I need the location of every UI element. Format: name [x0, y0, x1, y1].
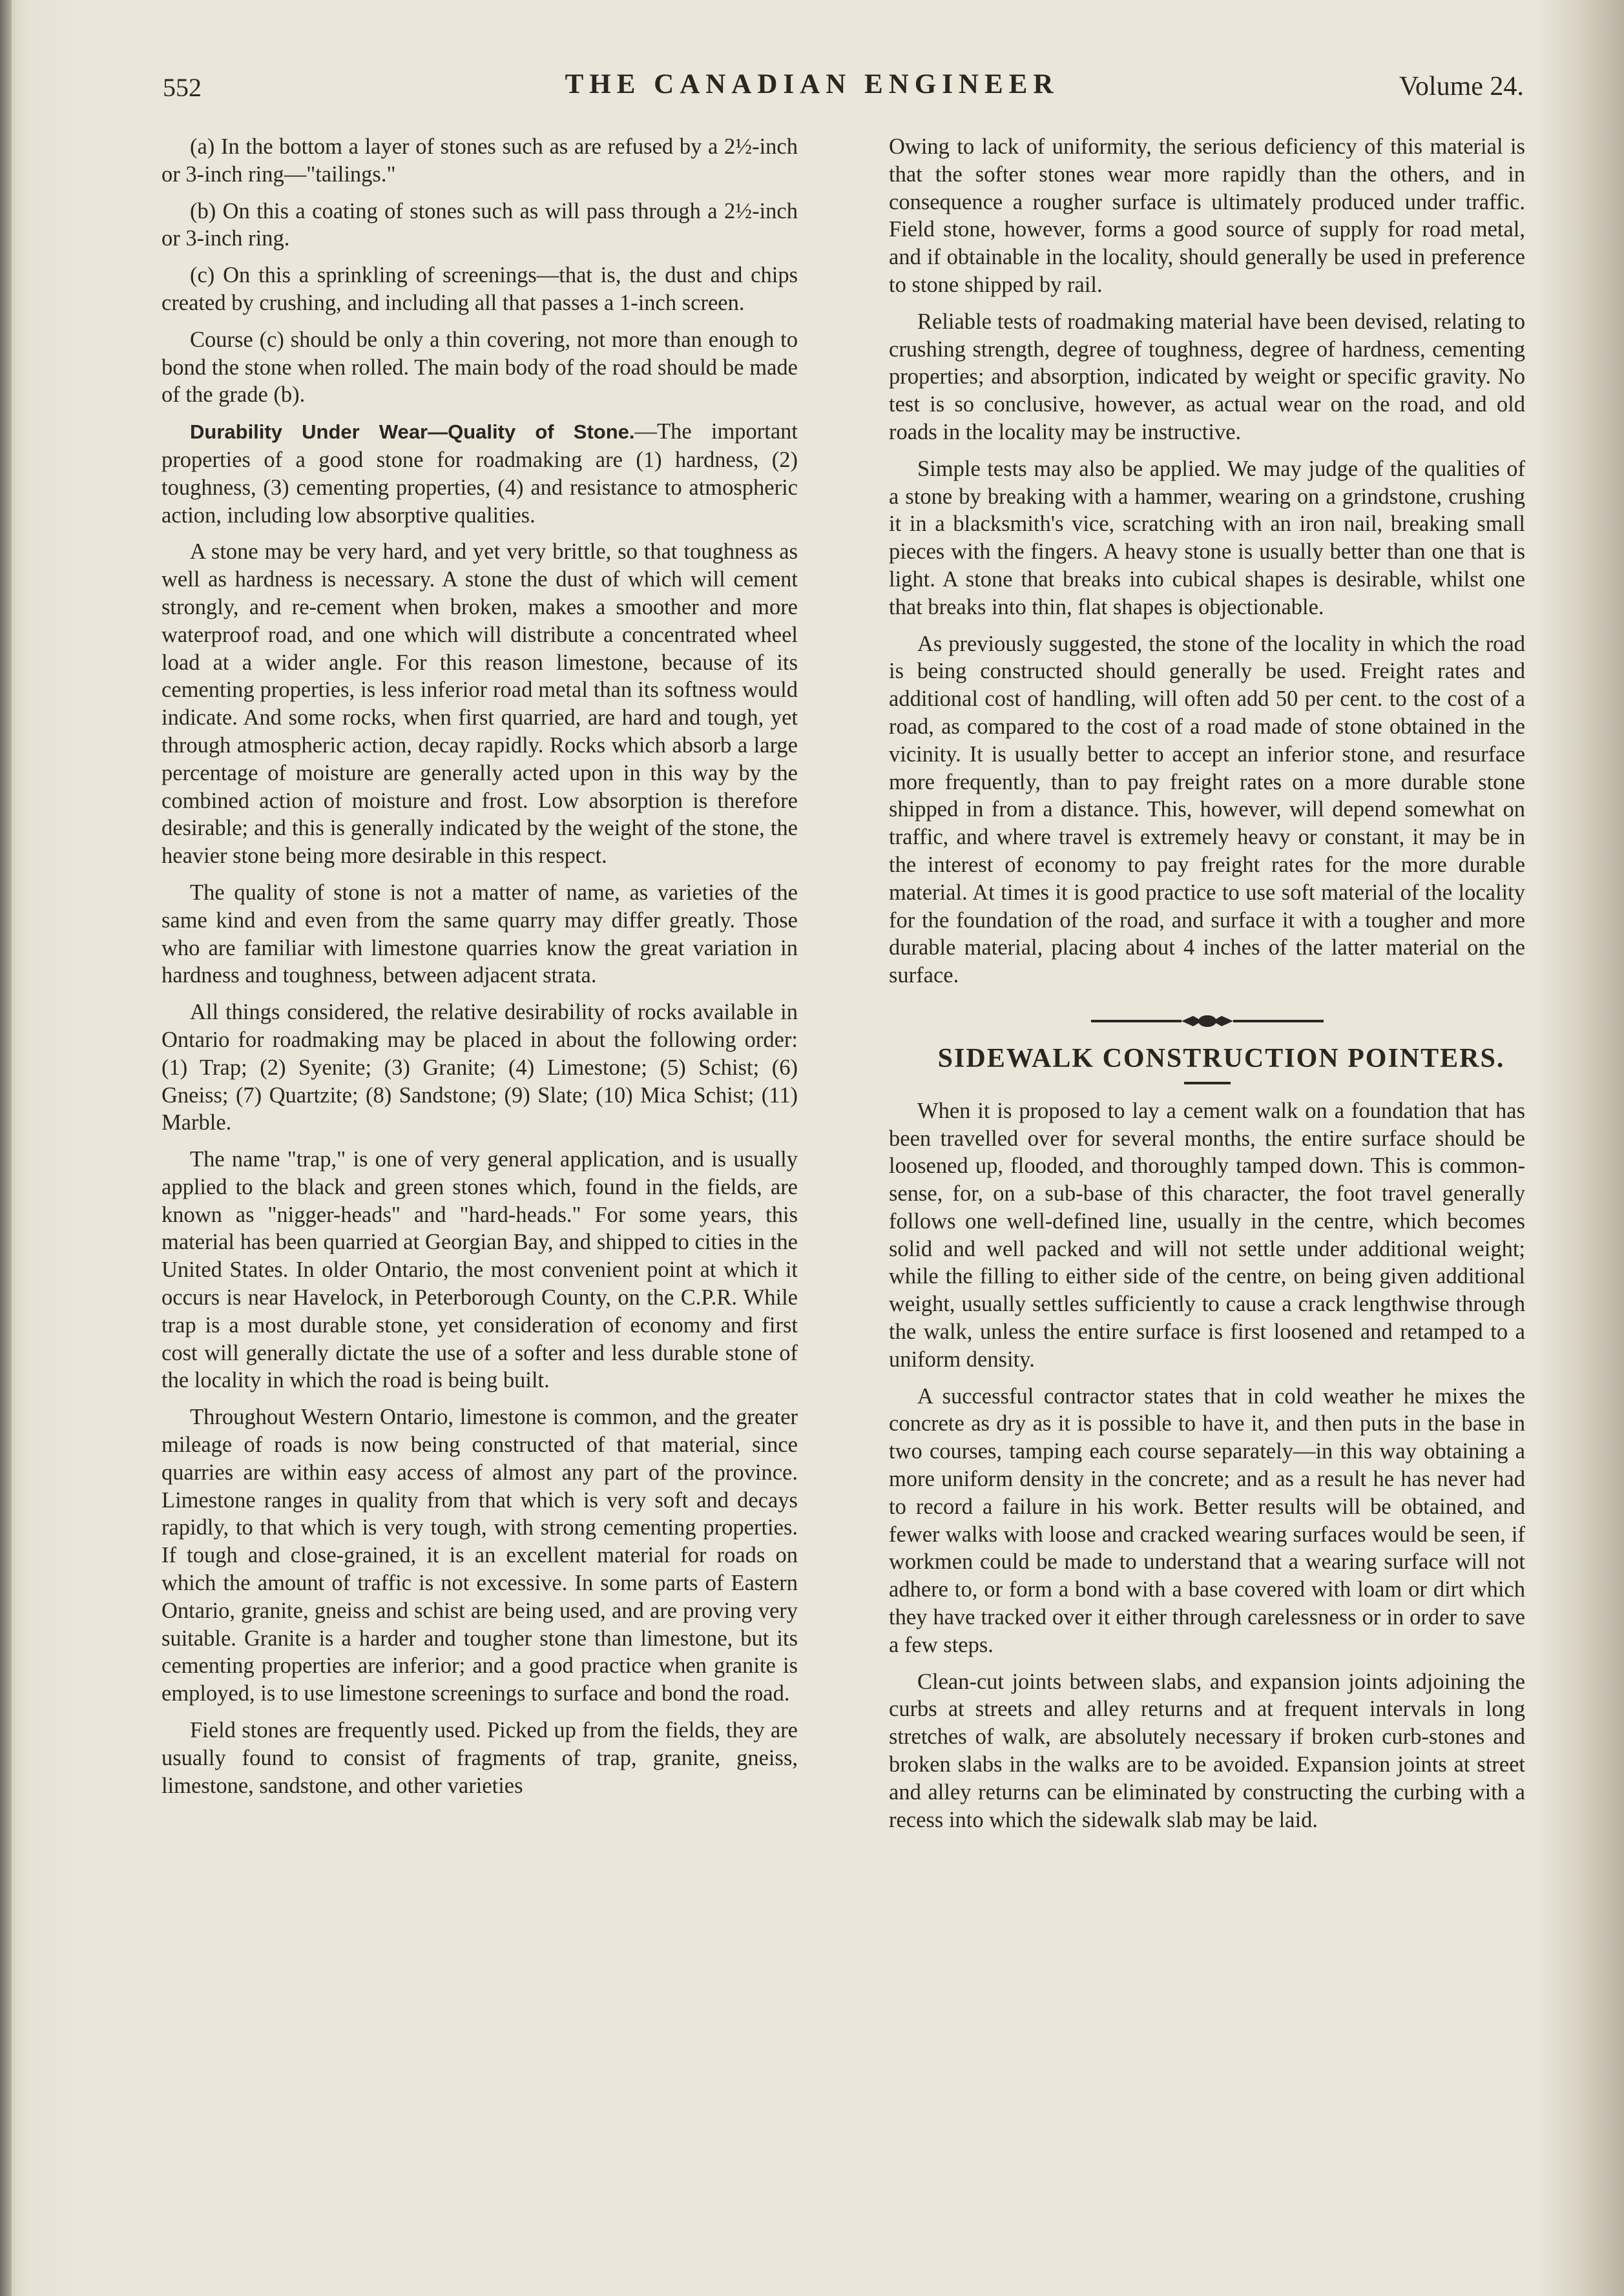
title-underline-rule [1184, 1082, 1231, 1084]
paragraph-a: (a) In the bottom a layer of stones such as are refused by a 2½-inch or 3-inch ring—"tailings." [161, 134, 798, 187]
right-column [889, 133, 1525, 1843]
section-divider-ornament [1091, 1011, 1324, 1031]
section-title: SIDEWALK CONSTRUCTION POINTERS. [937, 1043, 1505, 1073]
paragraph-trap: The name "trap," is one of very general application, and is usually applied to the black and green stones which, found in the fields, are known as "nigger-heads" and "hard-heads." For some years, this material has been quarried at Georgian Bay, and shipped to cities in the United States. In older Ontario, the most convenient point at which it occurs is near Havelock, in Peterborough County, on the C.P.R. While trap is a most durable stone, yet consideration of economy and first cost will generally dictate the use of a softer and less durable stone of the locality in which the road is being built. [161, 1147, 798, 1393]
paragraph-order: All things considered, the relative desirability of rocks available in Ontario for roadmaking may be placed in about the following order: (1) Trap; (2) Syenite; (3) Granite; (4) Limestone; (5) Schist; (6) Gneiss; (7) Quartzite; (8) Sandstone; (9) Slate; (10) Mica Schist; (11) Marble. [161, 1000, 798, 1135]
durability-text: —The important properties of a good stone for roadmaking are (1) hardness, (2) toughness, (3) cementing properties, (4) and resistance to atmospheric action, including low absorptive qualities. [161, 419, 798, 528]
paragraph-quality: The quality of stone is not a matter of name, as varieties of the same kind and even from the same quarry may differ greatly. Those who are familiar with limestone quarries know the great variation in hardness and toughness, between adjacent strata. [161, 880, 798, 988]
left-column [161, 133, 798, 1808]
page-number: 552 [163, 73, 202, 102]
paragraph-western: Throughout Western Ontario, limestone is common, and the greater mileage of roads is now being constructed of that material, since quarries are within easy access of almost any part of the province. Limestone ranges in quality from that which is very soft and decays rapidly, to that which is very tough, with strong cementing properties. If tough and close-grained, it is an excellent material for roads on which the amount of traffic is not excessive. In some parts of Eastern Ontario, granite, gneiss and schist are being used, and are proving very suitable. Granite is a harder and tougher stone than limestone, but its cementing properties are inferior; and a good practice when granite is employed, is to use limestone screenings to surface and bond the road. [161, 1405, 798, 1706]
volume-label: Volume 24. [1399, 72, 1524, 101]
paragraph-joints: Clean-cut joints between slabs, and expansion joints adjoining the curbs at streets and alley returns and at frequent intervals in long stretches of walk, are absolutely necessary if broken curb-stones and broken slabs in the walks are to be avoided. Expansion joints at street and alley returns can be eliminated by constructing the curbing with a recess into which the sidewalk slab may be laid. [889, 1669, 1525, 1832]
book-binding-edge [0, 0, 12, 2296]
paragraph-b: (b) On this a coating of stones such as will pass through a 2½-inch or 3-inch ring. [161, 198, 798, 251]
paragraph-durability [161, 418, 798, 529]
paragraph-course: Course (c) should be only a thin covering, not more than enough to bond the stone when rolled. The main body of the road should be made of the grade (b). [161, 327, 798, 408]
paragraph-reliable: Reliable tests of roadmaking material have been devised, relating to crushing strength, degree of toughness, degree of hardness, cementing properties; and absorption, indicated by weight or specific gravity. No test is so conclusive, however, as actual wear on the road, and old roads in the locality may be instructive. [889, 309, 1525, 444]
paragraph-contractor: A successful contractor states that in cold weather he mixes the concrete as dry as it is possible to have it, and then puts in the base in two courses, tamping each course separately—in this way obtaining a more uniform density in the concrete; and as a result he has never had to record a failure in his work. Better results will be obtained, and fewer walks with loose and cracked wearing surfaces would be seen, if workmen could be made to understand that a wearing surface will not adhere to, or form a bond with a base covered with loam or dirt which they have tracked over it either through carelessness or in order to save a few steps. [889, 1383, 1525, 1657]
paragraph-previously: As previously suggested, the stone of the locality in which the road is being constructed should generally be used. Freight rates and additional cost of handling, will often add 50 per cent. to the cost of a road, as compared to the cost of a road made of stone obtained in the vicinity. It is usually better to accept an inferior stone, and resurface more frequently, than to pay freight rates on a more durable stone shipped in from a distance. This, however, will depend somewhat on traffic, and where travel is extremely heavy or constant, it may be in the interest of economy to pay freight rates for the more durable material. At times it is good practice to use soft material of the locality for the foundation of the road, and surface it with a tougher and more durable material, placing about 4 inches of the latter material on the surface. [889, 631, 1525, 988]
paragraph-brittle: A stone may be very hard, and yet very brittle, so that toughness as well as hardness is necessary. A stone the dust of which will cement strongly, and re-cement when broken, makes a smoother and more waterproof road, and one which will distribute a concentrated wheel load at a wider angle. For this reason limestone, because of its cementing properties, is less inferior road metal than its softness would indicate. And some rocks, when first quarried, are hard and tough, yet through atmospheric action, decay rapidly. Rocks which absorb a large percentage of moisture are generally acted upon in this way by the combined action of moisture and frost. Low absorption is therefore desirable; and this is generally indicated by the weight of the stone, the heavier stone being more desirable in this respect. [161, 539, 798, 869]
paragraph-field: Field stones are frequently used. Picked up from the fields, they are usually found to consist of fragments of trap, granite, gneiss, limestone, sandstone, and other varieties [161, 1718, 798, 1798]
paragraph-foundation: When it is proposed to lay a cement walk on a foundation that has been travelled over for several months, the entire surface should be loosened up, flooded, and thoroughly tamped down. This is common-sense, for, on a sub-base of this character, the foot travel generally follows one well-defined line, usually in the centre, which becomes solid and well packed and will not settle under additional weight; while the filling to either side of the centre, on being given additional weight, usually settles sufficiently to cause a crack lengthwise through the walk, unless the entire surface is first loosened and retamped to a uniform density. [889, 1098, 1525, 1372]
paragraph-simple: Simple tests may also be applied. We may judge of the qualities of a stone by breaking with a hammer, wearing on a grindstone, crushing it in a blacksmith's vice, scratching with an iron nail, breaking small pieces with the fingers. A heavy stone is usually better than one that is light. A stone that breaks into cubical shapes is desirable, whilst one that breaks into thin, flat shapes is objectionable. [889, 456, 1525, 619]
paragraph-owing: Owing to lack of uniformity, the serious deficiency of this material is that the softer stones wear more rapidly than the others, and in consequence a rougher surface is ultimately produced under traffic. Field stone, however, forms a good source of supply for road metal, and if obtainable in the locality, should generally be used in preference to stone shipped by rail. [889, 134, 1525, 297]
journal-title: THE CANADIAN ENGINEER [565, 69, 1059, 99]
durability-subheading: Durability Under Wear—Quality of Stone. [190, 420, 635, 444]
paragraph-c: (c) On this a sprinkling of screenings—that is, the dust and chips created by crushing, and including all that passes a 1-inch screen. [161, 263, 798, 315]
